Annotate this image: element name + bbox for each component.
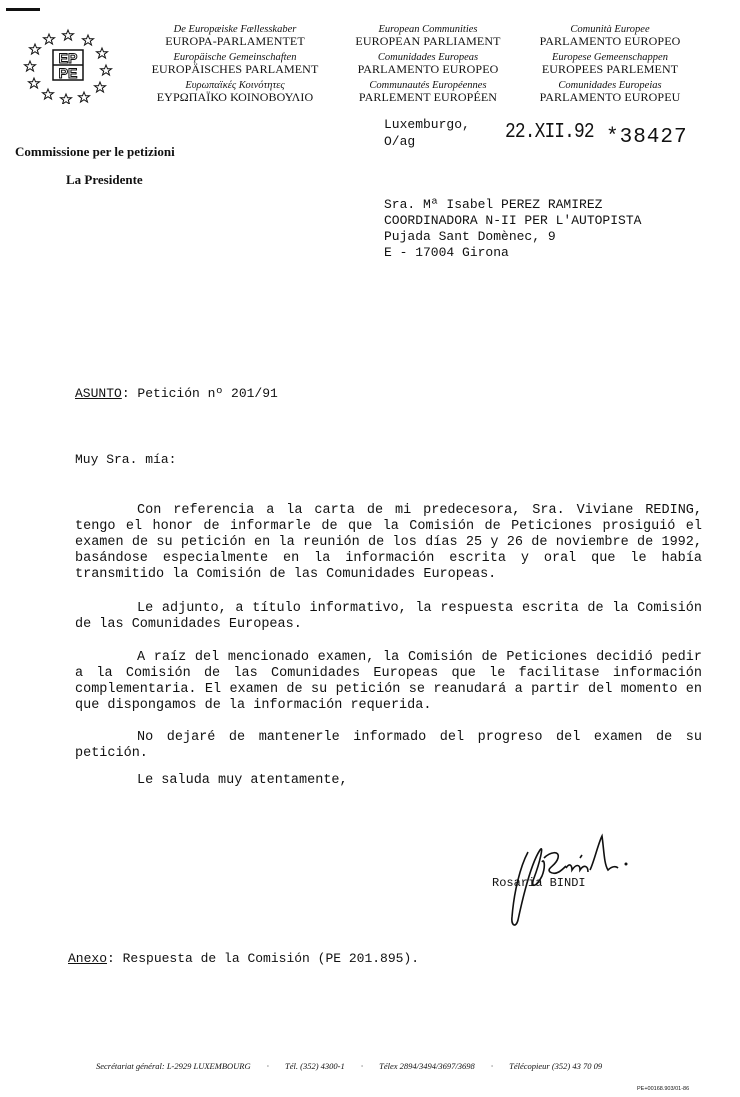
recipient-line: E - 17004 Girona <box>384 245 509 260</box>
header-line: PARLEMENT EUROPÉEN <box>358 90 498 104</box>
body-paragraph <box>75 503 702 583</box>
annex-line <box>68 951 419 966</box>
body-paragraph <box>75 601 702 633</box>
annex-text: : Respuesta de la Comisión (PE 201.895). <box>107 951 420 966</box>
footer <box>96 1061 616 1071</box>
closing: Le saluda muy atentamente, <box>137 773 348 788</box>
header-column-1 <box>140 24 330 108</box>
paragraph-text: Con referencia a la carta de mi predecesora, Sra. Viviane REDING, tengo el honor de informarle de que la Comisión de Peticiones prosiguió el examen de su petición en la reunión de los días 25 y 26 de noviembre de 1992, basándose especialmente en la información escrita y oral que le había transmitido la Comisión de las Comunidades Europeas. <box>75 503 702 582</box>
header-line: ΕΥΡΩΠΑΪΚΟ ΚΟΙΝΟΒΟΥΛΙΟ <box>156 90 314 104</box>
header-line: Comunità Europee <box>570 24 650 35</box>
header-column-2 <box>338 24 518 108</box>
place-reference <box>384 116 470 150</box>
header-line: De Europæiske Fællesskaber <box>173 24 297 35</box>
footer-secretariat: Secrétariat général: L-2929 LUXEMBOURG <box>96 1061 251 1071</box>
header-line: Comunidades Europeias <box>558 80 662 91</box>
header-line: EUROPEAN PARLIAMENT <box>355 34 501 48</box>
paragraph-text: A raíz del mencionado examen, la Comisión de Peticiones decidió pedir a la Comisión de las Comunidades Europeas que le facilitase información complementaria. El examen de su petición se reanudará a partir del momento en que dispongamos de la información requerida. <box>75 650 702 713</box>
header-line: PARLAMENTO EUROPEO <box>539 34 681 48</box>
logo-text-bottom: PE <box>58 65 78 81</box>
footer-separator: · <box>490 1061 493 1071</box>
header-line: Comunidades Europeas <box>377 52 479 63</box>
greeting: Muy Sra. mía: <box>75 452 177 467</box>
paragraph-text: Le adjunto, a título informativo, la respuesta escrita de la Comisión de las Comunidades Europeas. <box>75 601 702 632</box>
annex-label: Anexo <box>68 951 108 966</box>
header-line: EUROPA-PARLAMENTET <box>165 34 305 48</box>
subject-text: : Petición nº 201/91 <box>121 386 278 401</box>
footer-tel: Tél. (352) 4300-1 <box>285 1061 345 1071</box>
footer-fax: Télécopieur (352) 43 70 09 <box>509 1061 603 1071</box>
header-line: EUROPEES PARLEMENT <box>541 62 679 76</box>
footer-telex: Télex 2894/3494/3697/3698 <box>379 1061 475 1071</box>
footer-separator: · <box>266 1061 269 1071</box>
recipient-address <box>384 197 641 261</box>
body-paragraph <box>75 730 702 762</box>
committee-name: Commissione per le petizioni <box>15 144 175 159</box>
header-line: Europese Gemeenschappen <box>552 52 668 63</box>
ep-logo-icon <box>22 28 114 104</box>
header-line: PARLAMENTO EUROPEO <box>357 62 499 76</box>
header-line: European Communities <box>378 24 478 35</box>
logo-text-top: EP <box>58 50 78 66</box>
footer-separator: · <box>360 1061 363 1071</box>
subject-label: ASUNTO <box>75 386 122 401</box>
header-line: Ευρωπαϊκές Κοινότητες <box>185 80 285 91</box>
recipient-line: Pujada Sant Domènec, 9 <box>384 229 556 244</box>
header-line: Europäische Gemeinschaften <box>173 52 297 63</box>
header-column-3 <box>520 24 700 108</box>
place-line: Luxemburgo, <box>384 117 470 132</box>
header-line: Communautés Européennes <box>369 80 487 91</box>
paragraph-text: No dejaré de mantenerle informado del progreso del examen de su petición. <box>75 730 702 761</box>
header-line: EUROPÄISCHES PARLAMENT <box>151 62 319 76</box>
header-line: PARLAMENTO EUROPEU <box>539 90 681 104</box>
corner-mark <box>6 8 40 11</box>
sender-role: La Presidente <box>66 172 143 187</box>
recipient-line: Sra. Mª Isabel PEREZ RAMIREZ <box>384 197 603 212</box>
stamp-date: 22.XII.92 <box>505 121 594 144</box>
document-reference: PE+00168.903/01-86 <box>637 1086 690 1092</box>
subject-line <box>75 386 278 401</box>
stamp-number: *38427 <box>606 126 688 149</box>
signatory-name: Rosaria BINDI <box>492 876 586 890</box>
initials-line: O/ag <box>384 134 416 149</box>
body-paragraph <box>75 650 702 714</box>
recipient-line: COORDINADORA N-II PER L'AUTOPISTA <box>384 213 642 228</box>
